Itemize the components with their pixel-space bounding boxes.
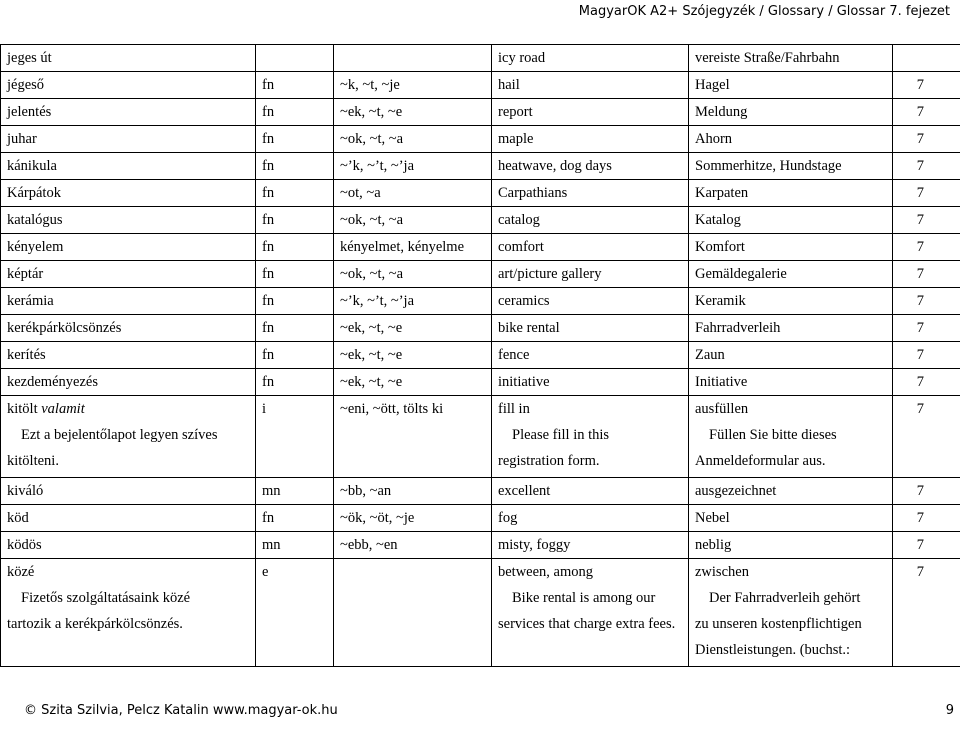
cell-hungarian: kitölt valamit Ezt a bejelentőlapot legyen szíves kitölteni.: [1, 396, 256, 478]
glossary-body-1: [1, 45, 960, 396]
cell-hungarian: kényelem: [1, 234, 256, 261]
cell-hungarian: juhar: [1, 126, 256, 153]
glossary-table: [0, 44, 960, 667]
cell-german: Hagel: [689, 72, 893, 99]
cell-pos: fn: [256, 261, 334, 288]
glossary-body-koze: [1, 559, 960, 667]
cell-chapter: 7: [893, 342, 960, 369]
cell-pos: fn: [256, 126, 334, 153]
cell-english: fill in Please fill in this registration form.: [492, 396, 689, 478]
cell-german: Katalog: [689, 207, 893, 234]
cell-forms: ~ot, ~a: [334, 180, 492, 207]
cell-hungarian: közé Fizetős szolgáltatásaink közé tartozik a kerékpárkölcsönzés.: [1, 559, 256, 667]
cell-chapter: 7: [893, 207, 960, 234]
table-row: [1, 207, 960, 234]
table-row: [1, 342, 960, 369]
cell-hungarian: kiváló: [1, 478, 256, 505]
table-row: [1, 478, 960, 505]
cell-hungarian: köd: [1, 505, 256, 532]
cell-forms: ~eni, ~ött, tölts ki: [334, 396, 492, 478]
cell-pos: fn: [256, 505, 334, 532]
table-row: [1, 45, 960, 72]
cell-german: Keramik: [689, 288, 893, 315]
table-row: [1, 72, 960, 99]
cell-chapter: [893, 45, 960, 72]
cell-german: Karpaten: [689, 180, 893, 207]
cell-forms: ~ek, ~t, ~e: [334, 342, 492, 369]
cell-english: initiative: [492, 369, 689, 396]
cell-forms: ~k, ~t, ~je: [334, 72, 492, 99]
cell-chapter: 7: [893, 559, 960, 667]
cell-forms: ~ök, ~öt, ~je: [334, 505, 492, 532]
cell-german: ausgezeichnet: [689, 478, 893, 505]
cell-chapter: 7: [893, 153, 960, 180]
cell-chapter: 7: [893, 99, 960, 126]
cell-pos: fn: [256, 234, 334, 261]
table-row: [1, 315, 960, 342]
cell-pos: e: [256, 559, 334, 667]
cell-chapter: 7: [893, 288, 960, 315]
table-row: [1, 396, 960, 478]
cell-forms: ~ok, ~t, ~a: [334, 261, 492, 288]
cell-forms: ~ek, ~t, ~e: [334, 369, 492, 396]
cell-forms: ~ek, ~t, ~e: [334, 315, 492, 342]
cell-pos: fn: [256, 207, 334, 234]
cell-pos: fn: [256, 153, 334, 180]
cell-english: art/picture gallery: [492, 261, 689, 288]
cell-pos: fn: [256, 315, 334, 342]
cell-chapter: 7: [893, 532, 960, 559]
cell-hungarian: kerámia: [1, 288, 256, 315]
cell-hungarian: kezdeményezés: [1, 369, 256, 396]
cell-chapter: 7: [893, 315, 960, 342]
table-row: [1, 153, 960, 180]
cell-chapter: 7: [893, 505, 960, 532]
cell-forms: ~ek, ~t, ~e: [334, 99, 492, 126]
cell-pos: fn: [256, 72, 334, 99]
table-row: [1, 180, 960, 207]
cell-english: excellent: [492, 478, 689, 505]
cell-german: Initiative: [689, 369, 893, 396]
cell-forms: [334, 559, 492, 667]
cell-german: Gemäldegalerie: [689, 261, 893, 288]
cell-forms: kényelmet, kényelme: [334, 234, 492, 261]
cell-pos: fn: [256, 180, 334, 207]
table-row: [1, 369, 960, 396]
cell-pos: mn: [256, 532, 334, 559]
cell-forms: ~ebb, ~en: [334, 532, 492, 559]
cell-pos: fn: [256, 288, 334, 315]
cell-english: misty, foggy: [492, 532, 689, 559]
cell-german: Komfort: [689, 234, 893, 261]
cell-german: Sommerhitze, Hundstage: [689, 153, 893, 180]
cell-chapter: 7: [893, 180, 960, 207]
cell-english: bike rental: [492, 315, 689, 342]
cell-hungarian: jégeső: [1, 72, 256, 99]
page-footer: [24, 703, 956, 723]
glossary-body-2: [1, 478, 960, 559]
table-row: [1, 505, 960, 532]
cell-pos: i: [256, 396, 334, 478]
cell-pos: fn: [256, 369, 334, 396]
glossary-body-kitolt: [1, 396, 960, 478]
cell-pos: fn: [256, 99, 334, 126]
table-row: [1, 261, 960, 288]
cell-english: hail: [492, 72, 689, 99]
table-row: [1, 288, 960, 315]
cell-german: neblig: [689, 532, 893, 559]
cell-forms: ~ok, ~t, ~a: [334, 207, 492, 234]
cell-english: heatwave, dog days: [492, 153, 689, 180]
cell-chapter: 7: [893, 396, 960, 478]
cell-english: report: [492, 99, 689, 126]
cell-hungarian: jeges út: [1, 45, 256, 72]
cell-english: fence: [492, 342, 689, 369]
cell-chapter: 7: [893, 234, 960, 261]
cell-hungarian: képtár: [1, 261, 256, 288]
cell-hungarian: Kárpátok: [1, 180, 256, 207]
table-row: [1, 532, 960, 559]
cell-pos: mn: [256, 478, 334, 505]
cell-chapter: 7: [893, 478, 960, 505]
cell-forms: ~’k, ~’t, ~’ja: [334, 153, 492, 180]
cell-forms: ~’k, ~’t, ~’ja: [334, 288, 492, 315]
cell-forms: [334, 45, 492, 72]
cell-english: icy road: [492, 45, 689, 72]
cell-german: vereiste Straße/Fahrbahn: [689, 45, 893, 72]
cell-english: comfort: [492, 234, 689, 261]
page-header: MagyarOK A2+ Szójegyzék / Glossary / Glossar 7. fejezet: [578, 4, 950, 19]
cell-english: Carpathians: [492, 180, 689, 207]
cell-hungarian: kerékpárkölcsönzés: [1, 315, 256, 342]
cell-english: maple: [492, 126, 689, 153]
copyright-text: © Szita Szilvia, Pelcz Katalin www.magyar-ok.hu: [24, 703, 338, 718]
table-row: [1, 126, 960, 153]
cell-german: Fahrradverleih: [689, 315, 893, 342]
cell-forms: ~bb, ~an: [334, 478, 492, 505]
page-number: 9: [945, 703, 954, 718]
table-row: [1, 99, 960, 126]
cell-chapter: 7: [893, 369, 960, 396]
cell-hungarian: kánikula: [1, 153, 256, 180]
cell-german: Nebel: [689, 505, 893, 532]
table-row: [1, 559, 960, 667]
cell-english: ceramics: [492, 288, 689, 315]
cell-german: Ahorn: [689, 126, 893, 153]
cell-chapter: 7: [893, 72, 960, 99]
cell-german: zwischen Der Fahrradverleih gehört zu unseren kostenpflichtigen Dienstleistungen. (buchst.:: [689, 559, 893, 667]
cell-hungarian: ködös: [1, 532, 256, 559]
cell-english: catalog: [492, 207, 689, 234]
cell-german: Meldung: [689, 99, 893, 126]
cell-pos: [256, 45, 334, 72]
cell-hungarian: katalógus: [1, 207, 256, 234]
cell-chapter: 7: [893, 261, 960, 288]
cell-german: ausfüllen Füllen Sie bitte dieses Anmeldeformular aus.: [689, 396, 893, 478]
cell-hungarian: jelentés: [1, 99, 256, 126]
cell-hungarian: kerítés: [1, 342, 256, 369]
cell-german: Zaun: [689, 342, 893, 369]
cell-chapter: 7: [893, 126, 960, 153]
cell-forms: ~ok, ~t, ~a: [334, 126, 492, 153]
cell-english: between, among Bike rental is among our services that charge extra fees.: [492, 559, 689, 667]
table-row: [1, 234, 960, 261]
cell-pos: fn: [256, 342, 334, 369]
cell-english: fog: [492, 505, 689, 532]
